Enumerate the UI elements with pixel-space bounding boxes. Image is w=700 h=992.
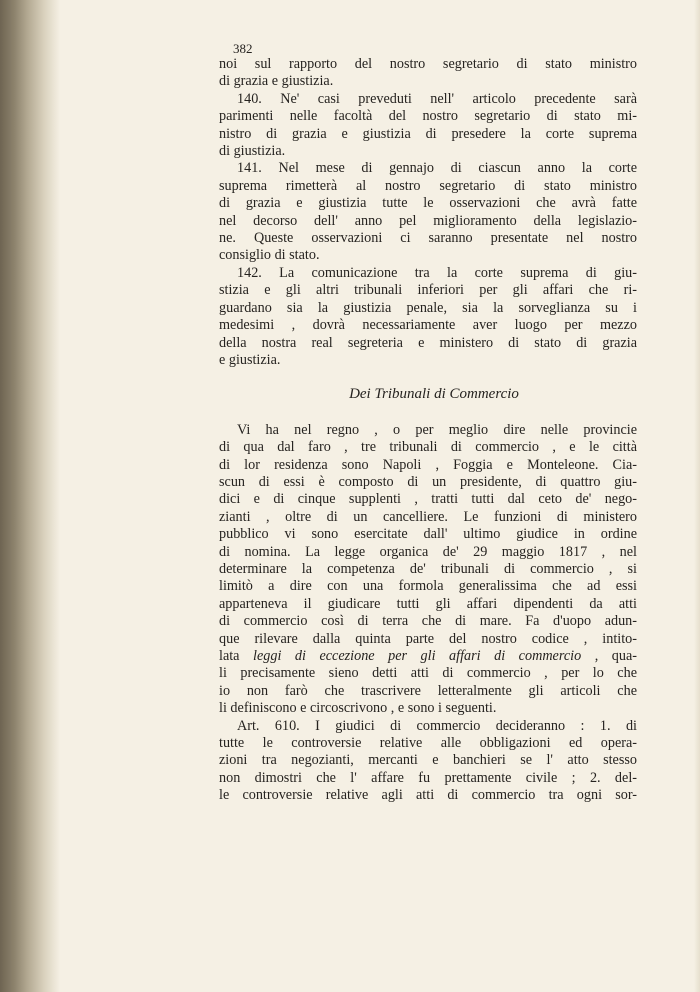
text-line: suprema rimetterà al nostro segretario di stato ministro [219, 177, 637, 194]
text-line: que rilevare dalla quinta parte del nostro codice , intito- [219, 630, 637, 647]
section-first-line: Vi ha nel regno , o per meglio dire nelle provincie [237, 421, 637, 438]
text-line: io non farò che trascrivere letteralmente gli articoli che [219, 682, 637, 699]
text-line: consiglio di stato. [219, 247, 320, 264]
text-line: le controversie relative agli atti di commercio tra ogni sor- [219, 787, 637, 804]
text-line: della nostra real segreteria e ministero di stato di grazia [219, 334, 637, 351]
article-140-line: 140. Ne' casi preveduti nell' articolo precedente sarà [237, 90, 637, 107]
text-line: di lor residenza sono Napoli , Foggia e Monteleone. Cia- [219, 456, 637, 473]
text-line: ne. Queste osservazioni ci saranno presentate nel nostro [219, 230, 637, 247]
text-line: scun di essi è composto di un presidente, di quattro giu- [219, 473, 637, 490]
text-line: di qua dal faro , tre tribunali di commercio , e le città [219, 439, 637, 456]
text-line: di giustizia. [219, 143, 286, 160]
page-edge-shadow [694, 0, 700, 992]
text-fragment: lata [219, 648, 254, 664]
text-line: guardano sia la giustizia penale, sia la sorveglianza su i [219, 299, 637, 316]
text-line: nistro di grazia e giustizia di presedere la corte suprema [219, 125, 637, 142]
text-line: pubblico vi sono esercitate dall' ultimo giudice in ordine [219, 526, 637, 543]
text-line: li definiscono e circoscrivono , e sono i seguenti. [219, 700, 497, 717]
text-line: determinare la competenza de' tribunali di commercio , si [219, 560, 637, 577]
text-line: tutte le controversie relative alle obbligazioni ed opera- [219, 735, 637, 752]
text-line: apparteneva il giudicare tutti gli affari dipendenti da atti [219, 595, 637, 612]
italic-title: leggi di eccezione per gli affari di commercio [253, 648, 582, 664]
text-fragment: , qua- [581, 648, 637, 664]
text-line: zianti , oltre di un cancelliere. Le funzioni di ministero [219, 508, 637, 525]
text-line-with-italic [219, 648, 637, 665]
article-610-line: Art. 610. I giudici di commercio decideranno : 1. di [237, 717, 637, 734]
text-line: dici e di cinque supplenti , tratti tutti dal ceto de' nego- [219, 491, 637, 508]
text-line: noi sul rapporto del nostro segretario di stato ministro [219, 56, 637, 72]
book-spine-shadow [0, 0, 60, 992]
section-heading: Dei Tribunali di Commercio [349, 386, 519, 403]
text-line: zioni tra negozianti, mercanti e banchieri se l' atto stesso [219, 752, 637, 769]
article-141-line: 141. Nel mese di gennajo di ciascun anno la corte [237, 160, 637, 177]
text-line: di grazia e giustizia. [219, 73, 334, 90]
page-text [219, 42, 637, 805]
text-line: stizia e gli altri tribunali inferiori per gli affari che ri- [219, 282, 637, 299]
article-142-line: 142. La comunicazione tra la corte suprema di giu- [237, 264, 637, 281]
text-line: nel decorso dell' anno pel miglioramento della legislazio- [219, 212, 637, 229]
text-line: parimenti nelle facoltà del nostro segretario di stato mi- [219, 108, 637, 125]
text-line: e giustizia. [219, 351, 281, 368]
text-line: li precisamente sieno detti atti di commercio , per lo che [219, 665, 637, 682]
text-line: di commercio così di terra che di mare. Fa d'uopo adun- [219, 613, 637, 630]
text-line: limitò a dire con una formola generalissima che ad essi [219, 578, 637, 595]
page-number: 382 [233, 41, 253, 56]
text-line: non dimostri che l' affare fu prettamente civile ; 2. del- [219, 769, 637, 786]
text-line: medesimi , dovrà necessariamente aver luogo per mezzo [219, 317, 637, 334]
text-line: di grazia e giustizia tutte le osservazioni che avrà fatte [219, 195, 637, 212]
text-line: di nomina. La legge organica de' 29 maggio 1817 , nel [219, 543, 637, 560]
